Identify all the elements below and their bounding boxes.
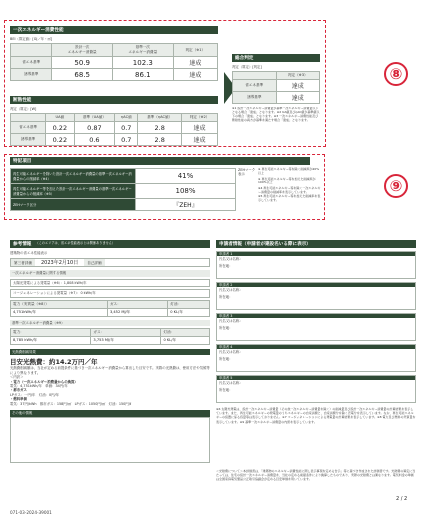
other-info-box: [10, 417, 210, 463]
oil-header: 灯油：: [168, 300, 210, 308]
special-items-section: [10, 157, 322, 211]
col-standard: 基準一次 エネルギー消費量: [113, 44, 174, 57]
row-label: 誘導基準: [233, 92, 277, 104]
callout-9: ⑨: [384, 174, 408, 198]
ua-value: 0.22: [46, 134, 74, 146]
applicant-box: [216, 282, 416, 310]
reference-title: 参考情報: [13, 242, 32, 247]
applicant-box: [216, 251, 416, 279]
applicant-office: 所在地：: [219, 356, 233, 361]
design-value: 68.5: [52, 69, 113, 81]
gas-header: ガス：: [107, 300, 167, 308]
base-energy-header: 基準一次エネルギー消費量（※9）: [10, 320, 210, 326]
first-date-value: 2023年2月10日: [40, 260, 79, 267]
special-table: [10, 168, 236, 211]
actual-energy-table: [10, 300, 210, 317]
elec-header: 電力（実質量（※8））: [11, 300, 108, 308]
col-judge: 判定（※1）: [173, 44, 217, 57]
elec-value: 4,751kWh/年: [11, 308, 108, 316]
judge-value: 達成: [173, 57, 217, 69]
design-value: 50.9: [52, 57, 113, 69]
gas-value: 3,753 MJ/年: [91, 337, 161, 345]
cost-header: 光熱費削減効果: [10, 349, 210, 355]
row-label: 誘導基準: [11, 69, 52, 81]
cost-body: 光熱費削減額は、当社が定める前提条件に基づき一次エネルギー消費量から算出した目安です。実際の光熱費は、使用方法や気候等により異なります。: [10, 366, 210, 375]
callout-8: ⑧: [384, 62, 408, 86]
table-row: [11, 184, 236, 199]
applicant-title: 申請者情報（申請者が建設名いる際に表示）: [216, 240, 416, 248]
base-energy-table: [10, 328, 210, 345]
reference-section: [10, 240, 210, 463]
solar-generation: 太陽光発電による発電量（※6）：1,808 kWh/年: [10, 279, 210, 287]
other-info-header: その他の情報: [10, 410, 210, 416]
applicant-head: 申請者 1: [217, 252, 415, 256]
row-label: 省エネ基準: [233, 80, 277, 92]
cost-fuel: ・燃料単価: [10, 397, 27, 402]
table-row: [11, 169, 236, 184]
table-row: [11, 122, 218, 134]
col-ua-std: 基準（UA値）: [74, 114, 115, 122]
applicant-box: [216, 375, 416, 403]
first-date-row: [10, 258, 210, 267]
applicant-name: 氏名又は名称：: [219, 288, 243, 293]
eta-std-value: 2.8: [138, 134, 182, 146]
table-row: [11, 57, 218, 69]
cost-gas: ・都市ガス: [10, 388, 27, 393]
cost-elec: ・電力（一次エネルギー消費量からの換算）: [10, 379, 78, 384]
applicant-name: 氏名又は名称：: [219, 381, 243, 386]
row-label: ZEHマーク区分: [11, 199, 136, 211]
table-row: [233, 80, 320, 92]
standard-value: 86.1: [113, 69, 174, 81]
judge-value: 達成: [276, 92, 320, 104]
ua-value: 0.22: [46, 122, 74, 134]
envelope-section: [10, 96, 218, 146]
applicant-head: 申請者 5: [217, 376, 415, 380]
applicant-office: 所在地：: [219, 294, 233, 299]
applicant-section: [216, 240, 416, 521]
row-label: 再生可能エネルギーを除いた設計一次エネルギー消費量の基準一次エネルギー消費量からの削減率（※4）: [11, 169, 136, 184]
elec-value: 8,785 kWh/年: [11, 337, 91, 345]
col-judge: 判定（※2）: [182, 114, 218, 122]
applicant-head: 申請者 4: [217, 345, 415, 349]
cost-gas-detail: LPガス：一円/年 灯油：0円/年: [10, 392, 60, 397]
zeh-mark-label: ZEHマーク表示: [238, 168, 256, 177]
primary-energy-section: [10, 26, 218, 81]
note: ※ 再生可能エネルギー等を加えた削減率が100%以上: [258, 176, 316, 185]
note: ※4 再生可能エネルギー等を除く一次エネルギー消費量の削減率を表示しています。: [258, 186, 321, 194]
cost-list-title: ＜内訳＞: [10, 375, 24, 380]
col-judge: 判定（※3）: [276, 72, 320, 80]
table-row: [11, 69, 218, 81]
applicant-office: 所在地：: [219, 387, 233, 392]
primary-energy-table: [10, 43, 218, 81]
judge-value: 達成: [182, 134, 218, 146]
reference-sub: （このエリアは、省エネ性能表示とは関係ありません）: [35, 241, 116, 245]
cost-elec-detail: 電気：4,751kWh/年 単価：34円/年: [10, 384, 68, 389]
applicant-head: 申請者 3: [217, 314, 415, 318]
overall-judgment-section: [232, 54, 320, 135]
applicant-name: 氏名又は名称：: [219, 319, 243, 324]
envelope-sub: 判定（算定）[W]: [10, 107, 37, 111]
oil-header: 灯油：: [161, 329, 210, 337]
standard-value: 102.3: [113, 57, 174, 69]
primary-energy-sub: BEI（算定値）[GJ／年・㎡]: [10, 37, 53, 41]
judge-value: 達成: [276, 80, 320, 92]
envelope-table: [10, 113, 218, 146]
applicant-office: 所在地：: [219, 263, 233, 268]
applicant-head: 申請者 2: [217, 283, 415, 287]
applicant-name: 氏名又は名称：: [219, 257, 243, 262]
overall-sub: 判定（算定）[判定]: [232, 65, 262, 69]
eta-std-value: 2.8: [138, 122, 182, 134]
note: ※ 再生可能エネルギー等を除く削減率が20%以上: [258, 167, 320, 175]
judge-value: 達成: [173, 69, 217, 81]
cost-title: 目安光熱費：約14.2万円／年: [10, 358, 98, 367]
overall-note: ※1 設計一次エネルギー消費量が基準一次エネルギー消費量以下となる場合「達成」となります。※2 UA値及びηAC値が基準値以下の場合「達成」となります。※3 一次エネルギー消費性能及び断熱性能の両方が基準を満たす場合「達成」となります。: [232, 107, 320, 122]
ua-std-value: 0.87: [74, 122, 115, 134]
table-row: [11, 134, 218, 146]
table-row: [11, 199, 236, 211]
primary-energy-title: 一次エネルギー消費性能: [10, 26, 218, 34]
first-date-tag: 自己評価: [84, 259, 104, 266]
table-row: [11, 337, 210, 345]
page-number: 2 / 2: [396, 496, 408, 502]
reference-title-bar: [10, 240, 210, 248]
eta-value: 0.7: [115, 122, 138, 134]
table-row: [11, 308, 210, 316]
col-eta: ηAC値: [115, 114, 138, 122]
cogen-generation: コージェネレーションによる発電量（※7）：0 kWh/年: [10, 289, 210, 297]
applicant-name: 氏名又は名称：: [219, 350, 243, 355]
applicant-box: [216, 344, 416, 372]
applicant-boxes: [216, 251, 416, 403]
notes-a: ※6 太陽光発電は、設計一次エネルギー消費量（その他一次エネルギー消費量を除く）の削減量及び設計一次エネルギー消費量の計算結果を表示しています。また、再生可能エネルギーの発電量のうちエネルギーの自家消費と、自家消費分を除く売電分を表示しています。なお、再生可能エネルギーの設置に係る容量等は表示しておりません。※7 コージェネレーションによる発電量の計算結果を表示しています。※8 電力及び燃料の実質量を表示しています。※9 基準一次エネルギー消費量の内訳を表示しています。: [216, 407, 416, 424]
zeh-value: 『ZEH』: [136, 199, 236, 211]
gas-value: 3,452 MJ/年: [107, 308, 167, 316]
col-eta-std: 基準（ηAC値）: [138, 114, 182, 122]
cost-fuel-detail: 電気：37円/kWh 都市ガス：158円/㎥ LPガス：1050円/㎥ 灯油：150円/ℓ: [10, 401, 132, 406]
note: ※5 再生可能エネルギー等を加えた削減率を表示しています。: [258, 193, 321, 202]
notes-b: ＜光熱費について＞本評価書は、「建築物のエネルギー消費性能に関し表示事項を定める告示」等に基づき作成された評価書です。光熱費の算定に当たっては、住宅の設計一次エネルギー消費量を、当社の定める前提条件により換算したものであり、実際の光熱費とは異なります。電気料金の単価は全国家庭電気製品公正取引協議会が定める目安単価を用いています。: [216, 469, 416, 482]
table-row: [233, 92, 320, 104]
eta-value: 0.7: [115, 134, 138, 146]
first-date-label: 第三者評価: [11, 259, 35, 266]
energy-header: 一次エネルギー消費量に関する情報: [10, 270, 210, 276]
reduction-rate-1: 41%: [136, 169, 236, 184]
elec-header: 電力：: [11, 329, 91, 337]
special-title: 特記項目: [10, 157, 310, 165]
date-header: 建築物の省エネ性能表示: [10, 251, 48, 255]
row-label: 省エネ基準: [11, 122, 46, 134]
col-design: 設計一次 エネルギー消費量: [52, 44, 113, 57]
oil-value: 0 KL/年: [161, 337, 210, 345]
row-label: 誘導基準: [11, 134, 46, 146]
ua-std-value: 0.6: [74, 134, 115, 146]
oil-value: 0 KL/年: [168, 308, 210, 316]
footer-code: 071-03-2024-39001: [10, 510, 52, 515]
gas-header: ガス：: [91, 329, 161, 337]
row-label: 省エネ基準: [11, 57, 52, 69]
overall-title: 総合判定: [232, 54, 320, 62]
row-label: 再生可能エネルギー等を加えた設計一次エネルギー消費量の基準一次エネルギー消費量からの削減率（※5）: [11, 184, 136, 199]
special-notes: [258, 168, 322, 211]
applicant-box: [216, 313, 416, 341]
judge-value: 達成: [182, 122, 218, 134]
overall-table: [232, 71, 320, 104]
reduction-rate-2: 108%: [136, 184, 236, 199]
col-ua: UA値: [46, 114, 74, 122]
envelope-title: 断熱性能: [10, 96, 218, 104]
applicant-office: 所在地：: [219, 325, 233, 330]
